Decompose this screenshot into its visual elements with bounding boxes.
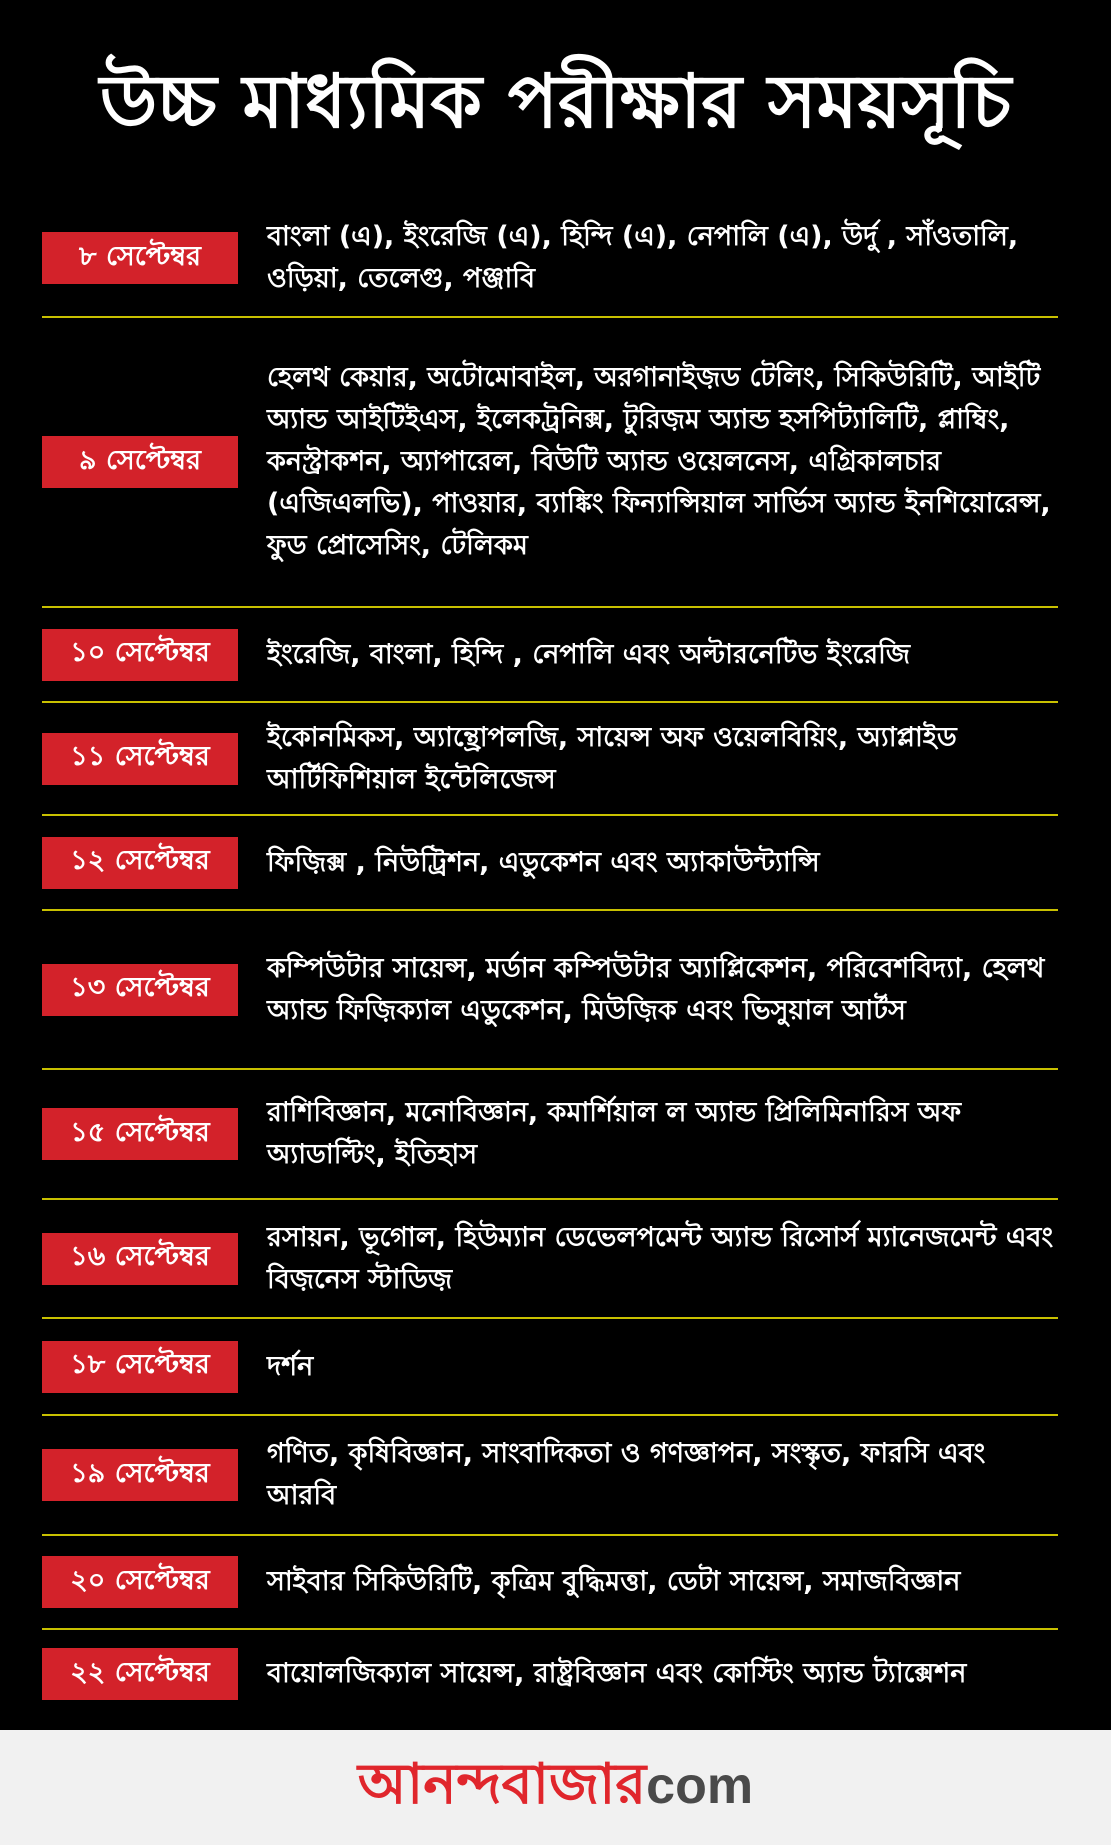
subjects-text: কম্পিউটার সায়েন্স, মর্ডান কম্পিউটার অ্যাপ্লিকেশন, পরিবেশবিদ্যা, হেলথ অ্যান্ড ফিজ়িক্যাল এডুকেশন, মিউজ়িক এবং ভিসুয়াল আর্টস	[267, 952, 1045, 1026]
brand-logo	[358, 1741, 753, 1835]
schedule-row	[42, 608, 1058, 703]
date-badge: ২০ সেপ্টেম্বর	[42, 1556, 238, 1608]
footer	[0, 1730, 1111, 1845]
date-badge: ১০ সেপ্টেম্বর	[42, 629, 238, 681]
date-badge: ১৩ সেপ্টেম্বর	[42, 964, 238, 1016]
date-badge: ৯ সেপ্টেম্বর	[42, 436, 238, 488]
subjects-text: বায়োলজিক্যাল সায়েন্স, রাষ্ট্রবিজ্ঞান এবং কোস্টিং অ্যান্ড ট্যাক্সেশন	[267, 1658, 967, 1689]
date-badge: ১৫ সেপ্টেম্বর	[42, 1108, 238, 1160]
date-badge: ১৯ সেপ্টেম্বর	[42, 1449, 238, 1501]
subjects-text: সাইবার সিকিউরিটি, কৃত্রিম বুদ্ধিমত্তা, ডেটা সায়েন্স, সমাজবিজ্ঞান	[267, 1566, 961, 1597]
date-badge: ২২ সেপ্টেম্বর	[42, 1648, 238, 1700]
page-title: উচ্চ মাধ্যমিক পরীক্ষার সময়সূচি	[99, 59, 1012, 145]
schedule-row	[42, 1630, 1058, 1730]
schedule-row	[42, 1416, 1058, 1536]
schedule-row	[42, 703, 1058, 816]
schedule-row	[42, 911, 1058, 1070]
schedule-list	[42, 200, 1058, 1730]
logo-suffix-text: com	[646, 1756, 754, 1815]
subjects-text: ইকোনমিকস, অ্যান্থ্রোপলজি, সায়েন্স অফ ওয়েলবিয়িং, অ্যাপ্লাইড আর্টিফিশিয়াল ইন্টেলিজেন্স	[267, 721, 957, 795]
subjects-text: ইংরেজি, বাংলা, হিন্দি , নেপালি এবং অল্টারনেটিভ ইংরেজি	[267, 638, 911, 670]
subjects-text: গণিত, কৃষিবিজ্ঞান, সাংবাদিকতা ও গণজ্ঞাপন, সংস্কৃত, ফারসি এবং আরবি	[267, 1438, 986, 1511]
schedule-row	[42, 1200, 1058, 1319]
subjects-text: বাংলা (এ), ইংরেজি (এ), হিন্দি (এ), নেপালি (এ), উর্দু , সাঁওতালি, ওড়িয়া, তেলেগু, পঞ্জাবি	[267, 221, 1019, 294]
subjects-text: রসায়ন, ভূগোল, হিউম্যান ডেভেলপমেন্ট অ্যান্ড রিসোর্স ম্যানেজমেন্ট এবং বিজ়নেস স্টাডিজ়	[267, 1221, 1054, 1295]
subjects-text: দর্শন	[267, 1350, 314, 1382]
date-badge: ১৬ সেপ্টেম্বর	[42, 1233, 238, 1285]
schedule-row	[42, 1319, 1058, 1416]
subjects-text: হেলথ কেয়ার, অটোমোবাইল, অরগানাইজ়ড টেলিং, সিকিউরিটি, আইটি অ্যান্ড আইটিইএস, ইলেকট্রনিক্স, টুরিজ়ম অ্যান্ড হসপিট্যালিটি, প্লাম্বিং, কনস্ট্রাকশন, অ্যাপারেল, বিউটি অ্যান্ড ওয়েলনেস, এগ্রিকালচার (এজিএলভি), পাওয়ার, ব্যাঙ্কিং ফিন্যান্সিয়াল সার্ভিস অ্যান্ড ইনশিয়োরেন্স, ফুড প্রোসেসিং, টেলিকম	[267, 362, 1051, 561]
logo-main-text: আনন্দবাজার	[357, 1751, 647, 1817]
schedule-row	[42, 1070, 1058, 1200]
schedule-row	[42, 318, 1058, 608]
date-badge: ১১ সেপ্টেম্বর	[42, 733, 238, 785]
date-badge: ৮ সেপ্টেম্বর	[42, 232, 238, 284]
date-badge: ১২ সেপ্টেম্বর	[42, 837, 238, 889]
subjects-text: ফিজ়িক্স , নিউট্রিশন, এডুকেশন এবং অ্যাকাউন্ট্যান্সি	[267, 846, 820, 878]
schedule-row	[42, 200, 1058, 318]
subjects-text: রাশিবিজ্ঞান, মনোবিজ্ঞান, কমার্শিয়াল ল অ্যান্ড প্রিলিমিনারিস অফ অ্যাডাল্টিং, ইতিহাস	[267, 1097, 962, 1170]
schedule-row	[42, 1536, 1058, 1630]
date-badge: ১৮ সেপ্টেম্বর	[42, 1341, 238, 1393]
schedule-row	[42, 816, 1058, 911]
